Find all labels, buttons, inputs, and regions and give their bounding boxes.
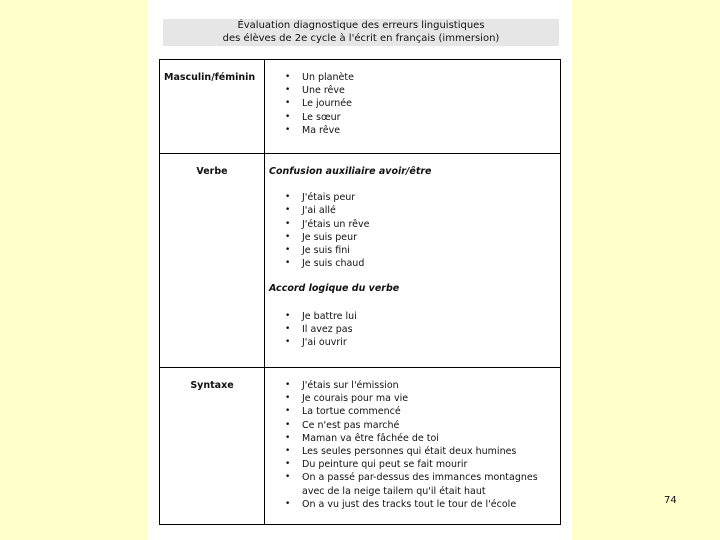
category-label: Masculin/féminin [164, 72, 256, 83]
list-item: • Maman va être fâchée de toi [285, 432, 554, 445]
list-item: • Je courais pour ma vie [285, 392, 554, 405]
list-item: • Un planète [285, 71, 560, 84]
list-item: • Le sœur [285, 111, 560, 124]
list-item: • Les seules personnes qui était deux humines [285, 445, 554, 458]
title-line-1: Évaluation diagnostique des erreurs linguistiques [237, 20, 485, 31]
example-list [265, 379, 560, 511]
examples-cell [265, 368, 561, 525]
table-row-verb [160, 154, 561, 368]
list-item: • Je suis chaud [285, 257, 560, 270]
list-item: • On a passé par-dessus des immances montagnes avec de la neige tailem qu'il était haut [285, 471, 554, 497]
subsection-title: Accord logique du verbe [269, 283, 400, 295]
document-page [148, 0, 572, 540]
list-item: • On a vu just des tracks tout le tour de l'école [285, 498, 554, 511]
table-row-gender [160, 60, 561, 154]
list-item: • Une rêve [285, 84, 560, 97]
list-item: • Ce n'est pas marché [285, 419, 554, 432]
list-item: • J'étais un rêve [285, 218, 560, 231]
list-item: • Ma rêve [285, 124, 560, 137]
examples-cell [265, 60, 561, 154]
list-item: • J'ai ouvrir [285, 336, 560, 349]
page-number: 74 [664, 495, 677, 506]
example-list [265, 71, 560, 137]
category-cell [160, 154, 265, 368]
list-item: • Il avez pas [285, 323, 560, 336]
list-item: • Je suis fini [285, 244, 560, 257]
example-list [265, 191, 560, 270]
list-item: • J'étais sur l'émission [285, 379, 554, 392]
list-item: • Le journée [285, 97, 560, 110]
category-cell [160, 368, 265, 525]
title-line-2: des élèves de 2e cycle à l'écrit en français (immersion) [222, 32, 500, 44]
document-title [163, 19, 559, 46]
list-item: • Je suis peur [285, 231, 560, 244]
list-item: • Du peinture qui peut se fait mourir [285, 458, 554, 471]
list-item: • J'étais peur [285, 191, 560, 204]
category-label: Verbe [196, 166, 228, 177]
example-list [265, 310, 560, 350]
category-cell [160, 60, 265, 154]
category-label: Syntaxe [190, 380, 234, 391]
list-item: • Je battre lui [285, 310, 560, 323]
subsection-title: Confusion auxiliaire avoir/être [269, 166, 432, 177]
examples-cell [265, 154, 561, 368]
errors-table [159, 59, 561, 525]
list-item: • J'ai allé [285, 204, 560, 217]
table-row-syntax [160, 368, 561, 525]
list-item: • La tortue commencé [285, 405, 554, 418]
